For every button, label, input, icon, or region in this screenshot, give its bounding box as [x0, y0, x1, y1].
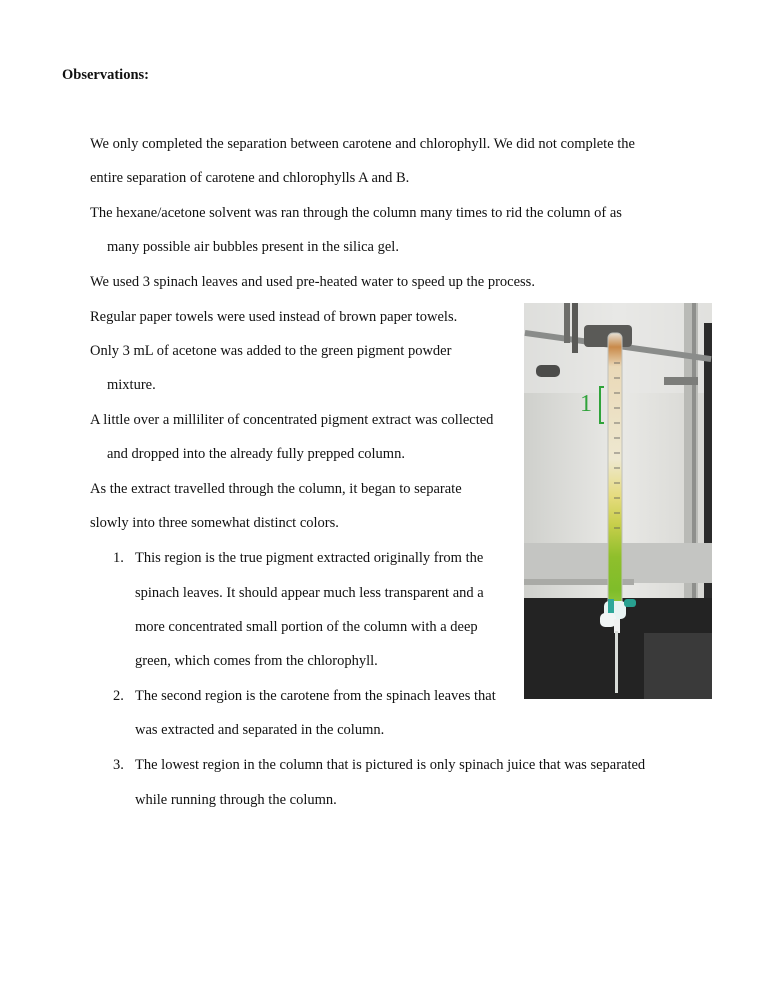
list-item-line: The lowest region in the column that is pictured is only spinach juice that was separated [135, 757, 646, 773]
list-item-number: 3. [113, 757, 124, 773]
paragraph-line: We only completed the separation between carotene and chlorophyll. We did not complete the [90, 136, 635, 152]
paragraph-line: We used 3 spinach leaves and used pre-heated water to speed up the process. [90, 274, 535, 290]
list-item-line: green, which comes from the chlorophyll. [135, 653, 378, 669]
observations-heading: Observations: [62, 67, 149, 83]
paragraph-line: As the extract travelled through the column, it began to separate [90, 481, 462, 497]
list-item-number: 2. [113, 688, 124, 704]
paragraph-line: Only 3 mL of acetone was added to the green pigment powder [90, 343, 452, 359]
list-item-line: spinach leaves. It should appear much less transparent and a [135, 585, 484, 601]
list-item-line: This region is the true pigment extracted originally from the [135, 550, 484, 566]
paragraph-line: many possible air bubbles present in the silica gel. [107, 239, 399, 255]
list-item-line: more concentrated small portion of the column with a deep [135, 619, 478, 635]
paragraph-line: entire separation of carotene and chlorophylls A and B. [90, 170, 410, 186]
paragraph-line: mixture. [107, 377, 156, 393]
photo-annotation-label: 1 [580, 391, 592, 417]
list-item-line: was extracted and separated in the column. [135, 722, 385, 738]
paragraph-line: and dropped into the already fully prepped column. [107, 446, 405, 462]
paragraph-line: Regular paper towels were used instead of brown paper towels. [90, 309, 458, 325]
chromatography-column-photo [524, 303, 712, 699]
list-item-number: 1. [113, 550, 124, 566]
paragraph-line: A little over a milliliter of concentrated pigment extract was collected [90, 412, 494, 428]
list-item-line: The second region is the carotene from the spinach leaves that [135, 688, 496, 704]
list-item-line: while running through the column. [135, 792, 337, 808]
paragraph-line: slowly into three somewhat distinct colors. [90, 515, 339, 531]
paragraph-line: The hexane/acetone solvent was ran through the column many times to rid the column of as [90, 205, 622, 221]
